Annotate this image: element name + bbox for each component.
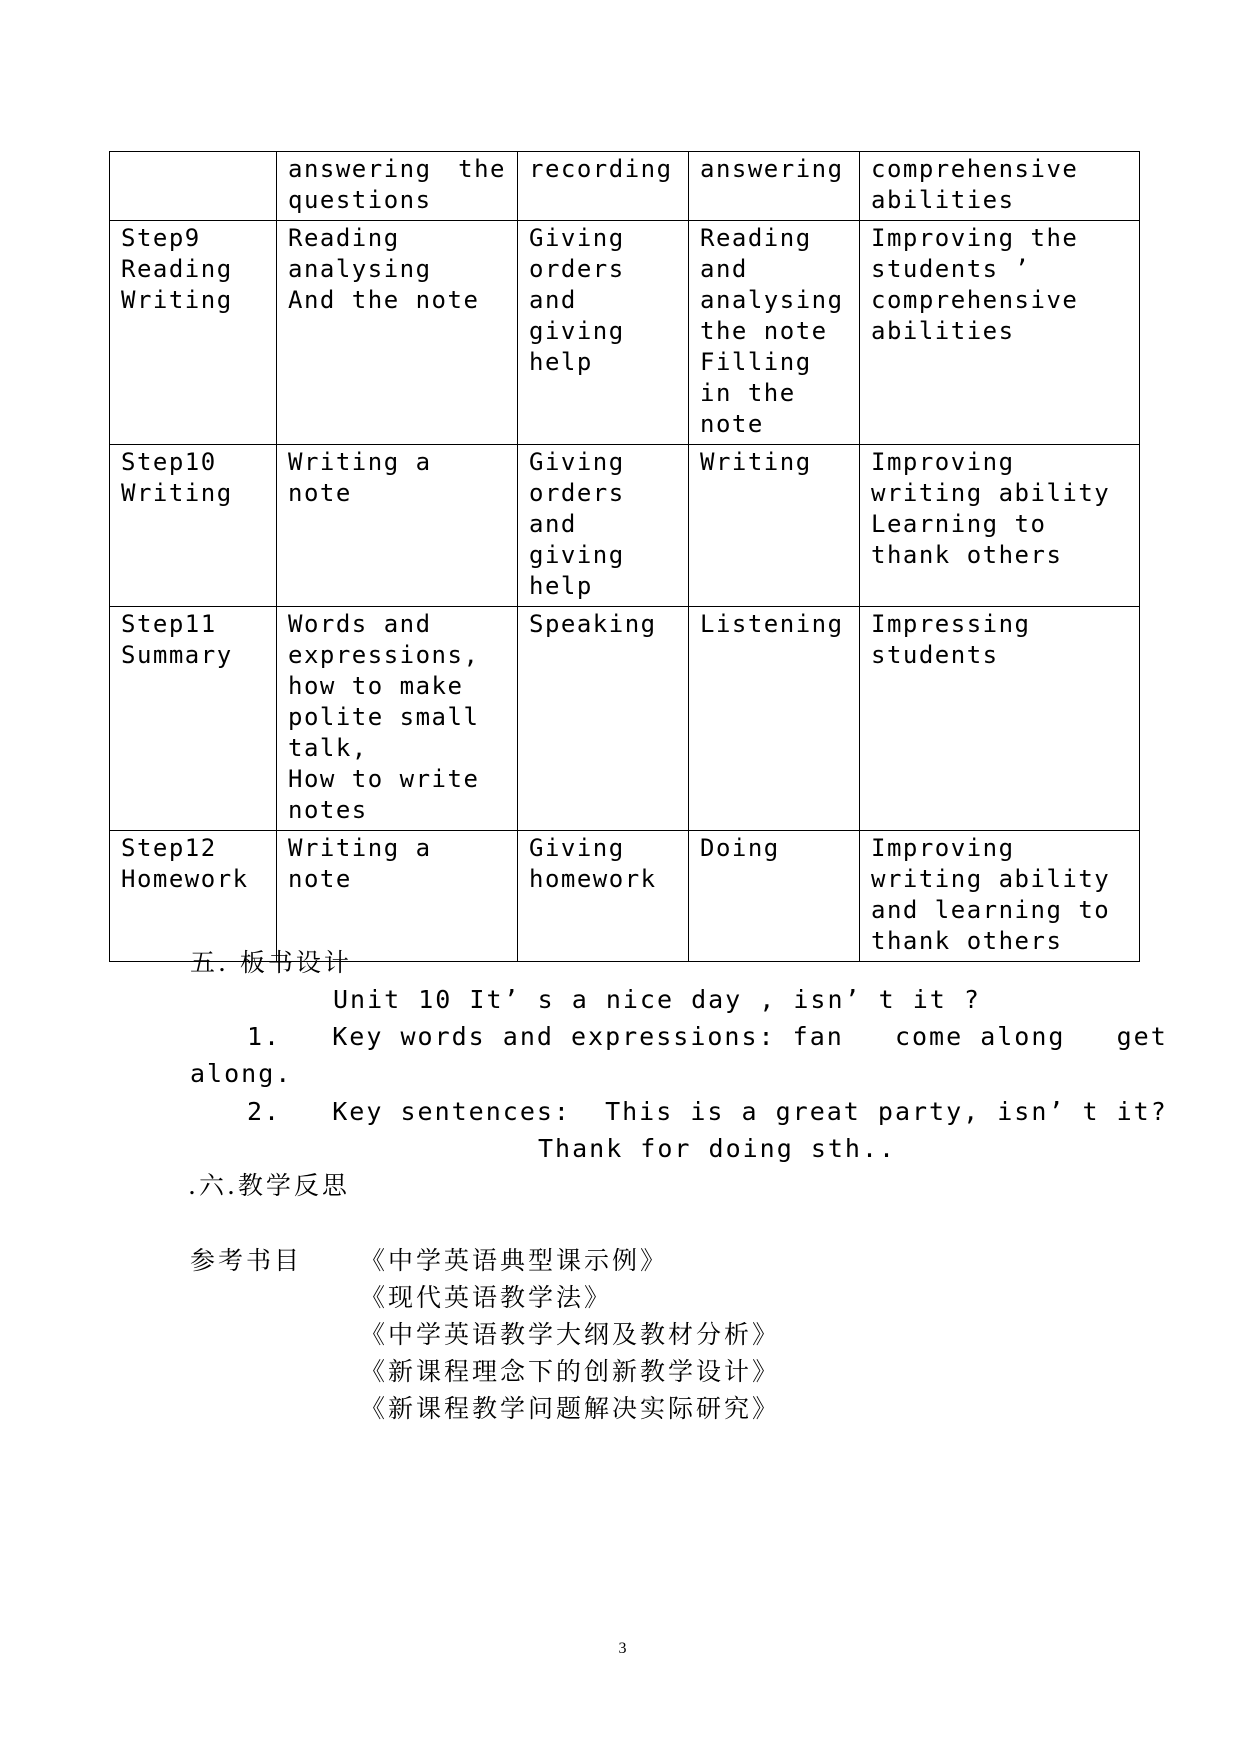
reflection-heading: .六.教学反思: [188, 1171, 350, 1200]
key-sentences-continuation: Thank for doing sth..: [538, 1134, 897, 1163]
teacher-activity-cell: Giving orders and giving help: [518, 445, 689, 607]
teacher-activity-cell: Speaking: [518, 607, 689, 831]
student-activity-cell: Listening: [689, 607, 860, 831]
step-cell: [110, 152, 277, 221]
step-cell: Step12 Homework: [110, 831, 277, 962]
teacher-activity-cell: Giving orders and giving help: [518, 221, 689, 445]
key-words-line: 1. Key words and expressions: fan come along get: [247, 1022, 1168, 1051]
board-design-heading: 五. 板书设计: [190, 948, 352, 977]
key-words-continuation: along.: [190, 1059, 293, 1088]
reference-book: 《新课程理念下的创新教学设计》: [360, 1357, 781, 1386]
student-activity-cell: Doing: [689, 831, 860, 962]
purpose-cell: Impressing students: [860, 607, 1140, 831]
step-cell: Step10 Writing: [110, 445, 277, 607]
content-cell: Reading analysing And the note: [277, 221, 518, 445]
purpose-cell: Improving writing ability and learning to thank others: [860, 831, 1140, 962]
table-row: [110, 221, 1140, 445]
purpose-cell: comprehensive abilities: [860, 152, 1140, 221]
table-row: [110, 607, 1140, 831]
student-activity-cell: answering: [689, 152, 860, 221]
table-row: [110, 831, 1140, 962]
reference-book: 《中学英语教学大纲及教材分析》: [360, 1320, 781, 1349]
purpose-cell: Improving the students ’ comprehensive abilities: [860, 221, 1140, 445]
unit-title: Unit 10 It’ s a nice day , isn’ t it ?: [333, 985, 981, 1014]
table-row: [110, 152, 1140, 221]
student-activity-cell: Writing: [689, 445, 860, 607]
step-cell: Step11 Summary: [110, 607, 277, 831]
table-row: [110, 445, 1140, 607]
teacher-activity-cell: recording: [518, 152, 689, 221]
content-cell: answering the questions: [277, 152, 518, 221]
student-activity-cell: Reading and analysing the note Filling in the note: [689, 221, 860, 445]
reference-book: 《新课程教学问题解决实际研究》: [360, 1394, 781, 1423]
references-label: 参考书目: [190, 1246, 303, 1275]
page-number: 3: [618, 1640, 627, 1657]
content-cell: Writing a note: [277, 445, 518, 607]
lesson-steps-table: [109, 151, 1140, 962]
content-cell: Writing a note: [277, 831, 518, 962]
purpose-cell: Improving writing ability Learning to thank others: [860, 445, 1140, 607]
step-cell: Step9 Reading Writing: [110, 221, 277, 445]
content-cell: Words and expressions, how to make polite small talk, How to write notes: [277, 607, 518, 831]
reference-book: 《现代英语教学法》: [360, 1283, 613, 1312]
teacher-activity-cell: Giving homework: [518, 831, 689, 962]
reference-book: 《中学英语典型课示例》: [360, 1246, 669, 1275]
key-sentences-line: 2. Key sentences: This is a great party, isn’ t it?: [247, 1097, 1168, 1126]
